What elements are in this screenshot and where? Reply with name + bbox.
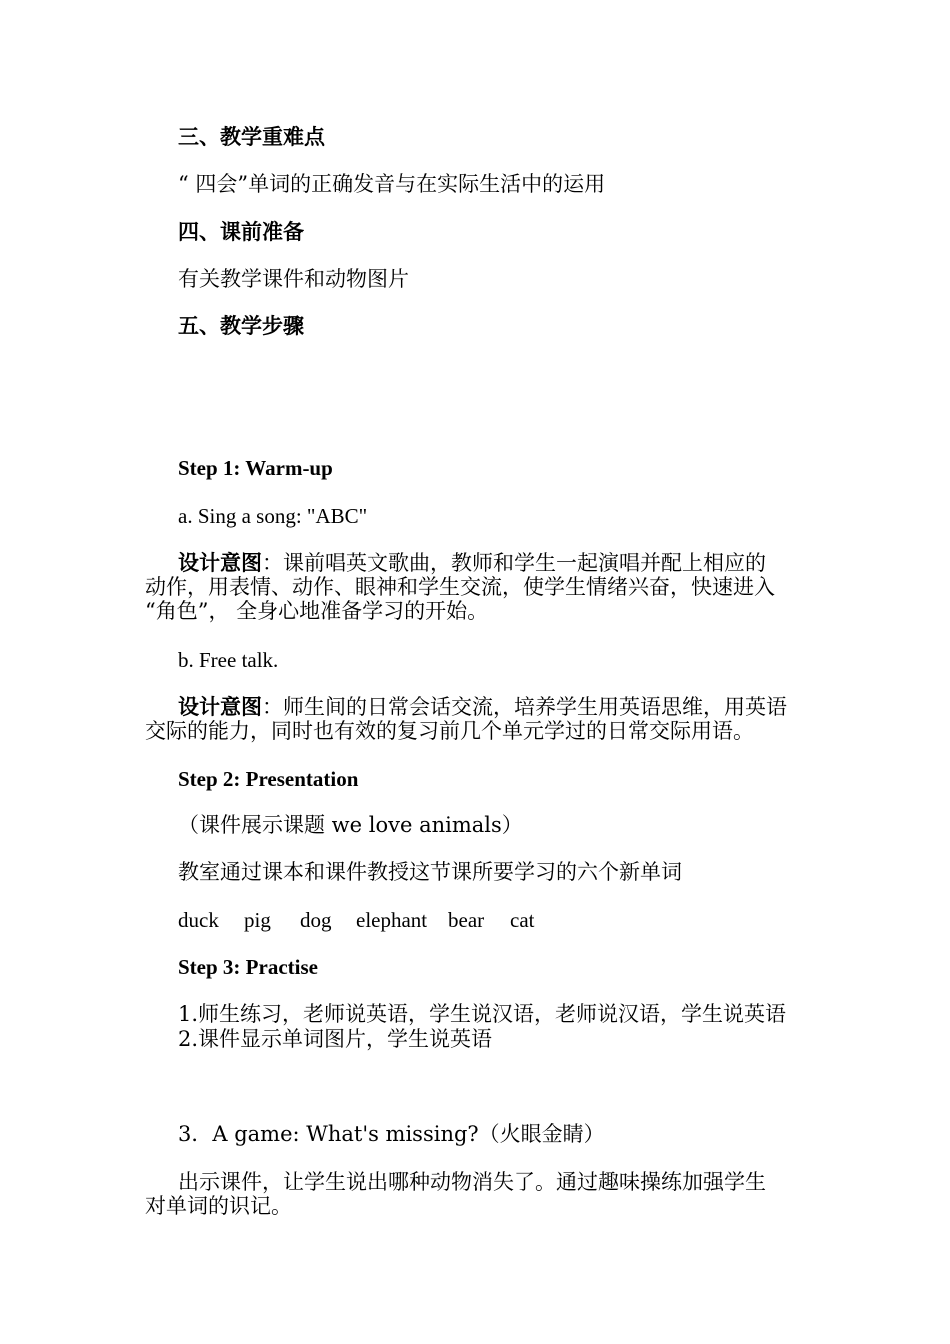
intent-label: 设计意图 <box>178 550 262 575</box>
intent-text: ：师生间的日常会话交流，培养学生用英语思维，用英语 <box>262 695 787 719</box>
word-list <box>178 908 534 932</box>
step3-item2: 2.课件显示单词图片，学生说英语 <box>178 1027 493 1051</box>
section3-heading: 三、教学重难点 <box>178 124 325 149</box>
step1-intent-a-line3: “角色”， 全身心地准备学习的开始。 <box>145 599 489 623</box>
step2-desc: 教室通过课本和课件教授这节课所要学习的六个新单词 <box>178 860 682 884</box>
step3-heading: Step 3: Practise <box>178 955 318 979</box>
step1-intent-b-line1 <box>178 695 787 719</box>
step3-item3-desc-line1: 出示课件，让学生说出哪种动物消失了。通过趣味操练加强学生 <box>178 1170 766 1194</box>
step3-item1: 1.师生练习，老师说英语，学生说汉语，老师说汉语，学生说英语 <box>178 1002 787 1026</box>
word-item: elephant <box>356 908 428 932</box>
intent-text: ：课前唱英文歌曲，教师和学生一起演唱并配上相应的 <box>262 551 766 575</box>
step3-item3: 3．A game: What's missing?（火眼金睛） <box>178 1122 605 1146</box>
step1-intent-b-line2: 交际的能力，同时也有效的复习前几个单元学过的日常交际用语。 <box>145 719 754 743</box>
word-item: pig <box>244 908 271 932</box>
intent-label: 设计意图 <box>178 694 262 719</box>
step1-intent-a-line1 <box>178 551 766 575</box>
step1-heading: Step 1: Warm-up <box>178 456 333 480</box>
step1-item-a: a. Sing a song: "ABC" <box>178 504 368 528</box>
word-item: dog <box>300 908 332 932</box>
section4-body: 有关教学课件和动物图片 <box>178 267 409 291</box>
word-item: bear <box>448 908 485 932</box>
step3-item3-desc-line2: 对单词的识记。 <box>145 1194 292 1218</box>
step2-note: （课件展示课题 we love animals） <box>178 813 523 837</box>
word-item: cat <box>510 908 535 932</box>
step1-item-b: b. Free talk. <box>178 648 279 672</box>
step1-intent-a-line2: 动作，用表情、动作、眼神和学生交流，使学生情绪兴奋，快速进入 <box>145 575 775 599</box>
section5-heading: 五、教学步骤 <box>178 313 304 338</box>
section3-body: “ 四会”单词的正确发音与在实际生活中的运用 <box>178 172 606 196</box>
section4-heading: 四、课前准备 <box>178 219 304 244</box>
word-item: duck <box>178 908 219 932</box>
step2-heading: Step 2: Presentation <box>178 767 359 791</box>
